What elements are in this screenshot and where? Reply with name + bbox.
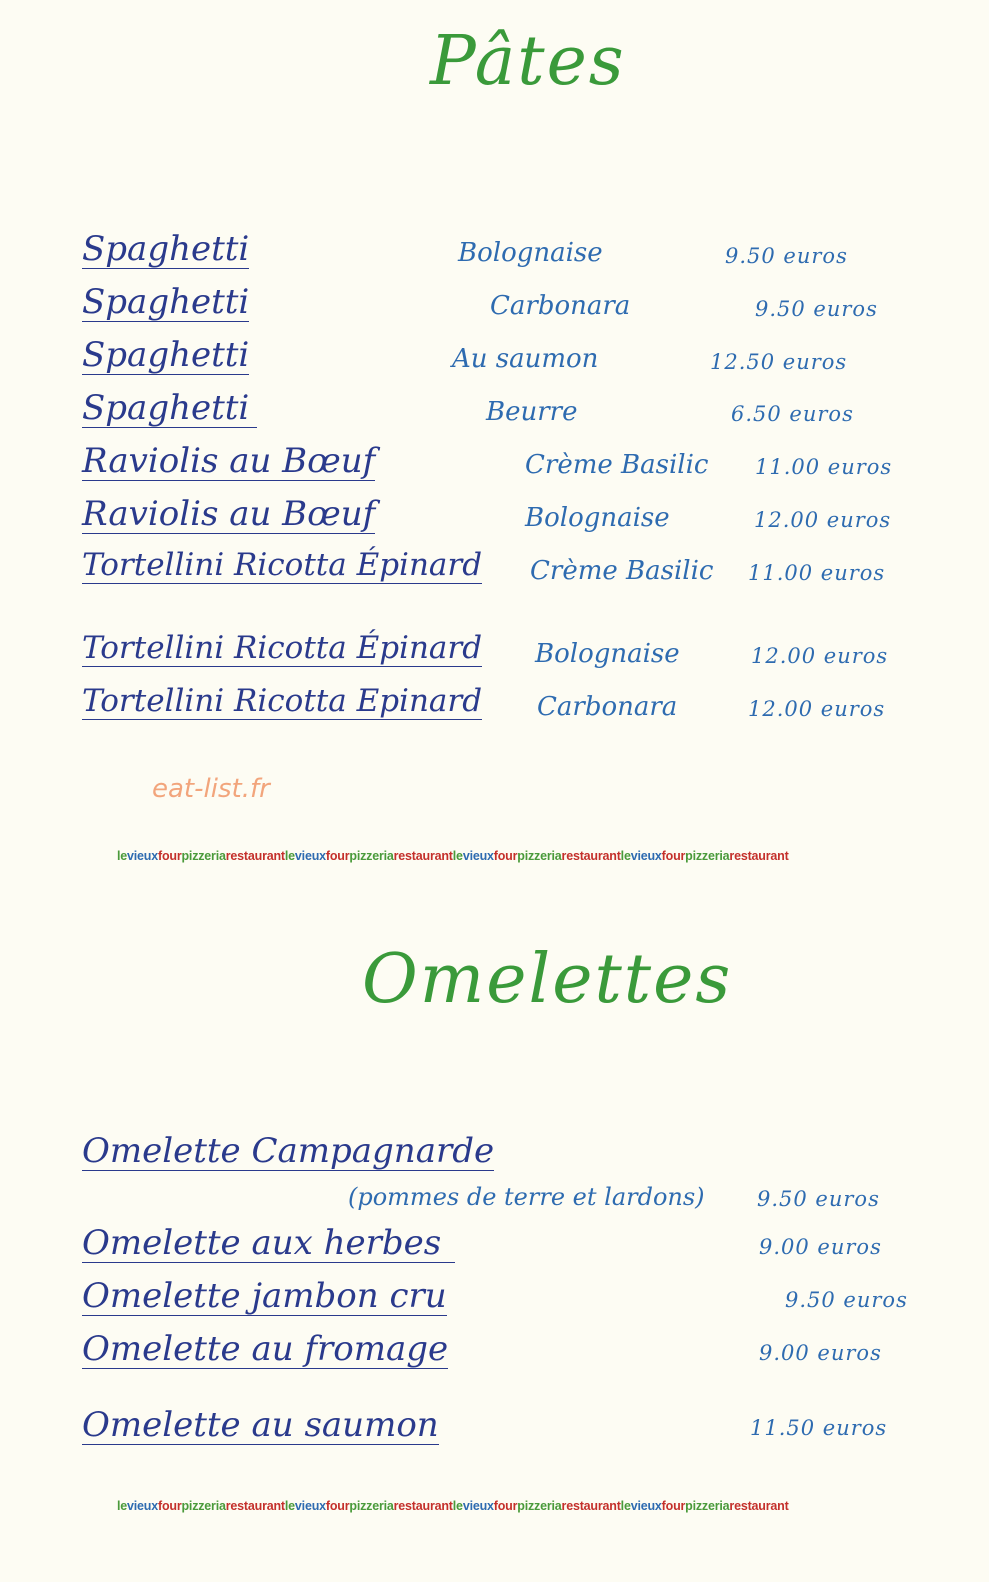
watermark-text: eat-list.fr bbox=[152, 774, 270, 804]
pates-price-8: 12.00 euros bbox=[751, 644, 889, 668]
footer-band-word: four bbox=[493, 849, 518, 863]
footer-band-word: vieux bbox=[127, 1499, 158, 1513]
footer-band-word: pizzeria bbox=[685, 1499, 730, 1513]
pates-price-4: 6.50 euros bbox=[731, 402, 854, 426]
omelette-note-1: (pommes de terre et lardons) bbox=[348, 1183, 705, 1211]
pates-sauce-9: Carbonara bbox=[537, 692, 678, 722]
footer-band-word: four bbox=[493, 1499, 518, 1513]
pates-sauce-2: Carbonara bbox=[490, 291, 631, 321]
pates-title: Pâtes bbox=[430, 22, 626, 101]
pates-sauce-5: Crème Basilic bbox=[525, 450, 709, 480]
pates-price-5: 11.00 euros bbox=[755, 455, 893, 479]
footer-band-word: vieux bbox=[630, 849, 662, 863]
footer-band-word: vieux bbox=[462, 1499, 494, 1513]
footer-band-bottom bbox=[117, 1499, 789, 1513]
pates-dish-6: Raviolis au Bœuf bbox=[82, 494, 376, 534]
footer-band-word: pizzeria bbox=[349, 1499, 394, 1513]
footer-band-word: four bbox=[158, 849, 182, 863]
footer-band-word: pizzeria bbox=[181, 1499, 226, 1513]
pates-price-3: 12.50 euros bbox=[710, 350, 848, 374]
footer-band-top bbox=[117, 849, 789, 863]
omelette-dish-1: Omelette Campagnarde bbox=[82, 1131, 495, 1171]
omelette-price-2: 9.00 euros bbox=[759, 1235, 882, 1259]
footer-band-word: four bbox=[158, 1499, 182, 1513]
pates-price-7: 11.00 euros bbox=[748, 561, 886, 585]
omelettes-title: Omelettes bbox=[362, 940, 733, 1019]
footer-band-word: vieux bbox=[127, 849, 158, 863]
pates-sauce-6: Bolognaise bbox=[525, 503, 670, 533]
footer-band-word: le bbox=[117, 849, 128, 863]
pates-dish-2: Spaghetti bbox=[82, 282, 250, 322]
pates-sauce-4: Beurre bbox=[486, 397, 578, 427]
footer-band-word: restaurant bbox=[393, 849, 453, 863]
footer-band-word: le bbox=[620, 1499, 631, 1513]
footer-band-word: restaurant bbox=[729, 849, 789, 863]
pates-sauce-3: Au saumon bbox=[452, 344, 599, 374]
footer-band-word: vieux bbox=[294, 1499, 326, 1513]
footer-band-word: restaurant bbox=[225, 849, 285, 863]
footer-band-word: vieux bbox=[294, 849, 326, 863]
footer-band-word: pizzeria bbox=[685, 849, 730, 863]
footer-band-word: le bbox=[117, 1499, 128, 1513]
pates-dish-5: Raviolis au Bœuf bbox=[82, 441, 376, 481]
pates-dish-3: Spaghetti bbox=[82, 335, 250, 375]
footer-band-word: le bbox=[620, 849, 631, 863]
footer-band-word: restaurant bbox=[561, 1499, 621, 1513]
pates-price-6: 12.00 euros bbox=[754, 508, 892, 532]
omelette-dish-3: Omelette jambon cru bbox=[82, 1276, 447, 1316]
pates-dish-7: Tortellini Ricotta Épinard bbox=[82, 547, 483, 583]
omelette-dish-2: Omelette aux herbes bbox=[82, 1226, 455, 1263]
pates-dish-8: Tortellini Ricotta Épinard bbox=[82, 630, 483, 666]
footer-band-word: pizzeria bbox=[181, 849, 226, 863]
footer-band-word: four bbox=[325, 1499, 350, 1513]
footer-band-word: vieux bbox=[462, 849, 494, 863]
footer-band-word: four bbox=[661, 849, 686, 863]
omelette-price-4: 9.00 euros bbox=[759, 1341, 882, 1365]
footer-band-word: le bbox=[452, 849, 463, 863]
footer-band-word: four bbox=[325, 849, 350, 863]
pates-sauce-8: Bolognaise bbox=[535, 639, 680, 669]
footer-band-word: pizzeria bbox=[517, 1499, 562, 1513]
pates-price-9: 12.00 euros bbox=[748, 697, 886, 721]
footer-band-word: restaurant bbox=[729, 1499, 789, 1513]
omelette-price-1: 9.50 euros bbox=[757, 1187, 880, 1211]
footer-band-word: vieux bbox=[630, 1499, 662, 1513]
omelette-price-5: 11.50 euros bbox=[750, 1416, 888, 1440]
footer-band-word: four bbox=[661, 1499, 686, 1513]
footer-band-word: restaurant bbox=[393, 1499, 453, 1513]
footer-band-word: le bbox=[452, 1499, 463, 1513]
pates-dish-9: Tortellini Ricotta Epinard bbox=[82, 683, 483, 719]
pates-dish-1: Spaghetti bbox=[82, 229, 250, 269]
footer-band-word: le bbox=[284, 849, 295, 863]
omelette-price-3: 9.50 euros bbox=[785, 1288, 908, 1312]
pates-dish-4: Spaghetti bbox=[82, 391, 257, 428]
footer-band-word: le bbox=[284, 1499, 295, 1513]
footer-band-word: pizzeria bbox=[517, 849, 562, 863]
footer-band-word: restaurant bbox=[225, 1499, 285, 1513]
pates-sauce-7: Crème Basilic bbox=[530, 556, 714, 586]
pates-price-2: 9.50 euros bbox=[755, 297, 878, 321]
footer-band-word: pizzeria bbox=[349, 849, 394, 863]
pates-price-1: 9.50 euros bbox=[725, 244, 848, 268]
footer-band-word: restaurant bbox=[561, 849, 621, 863]
omelette-dish-4: Omelette au fromage bbox=[82, 1329, 449, 1369]
omelette-dish-5: Omelette au saumon bbox=[82, 1405, 439, 1445]
pates-sauce-1: Bolognaise bbox=[458, 238, 603, 268]
